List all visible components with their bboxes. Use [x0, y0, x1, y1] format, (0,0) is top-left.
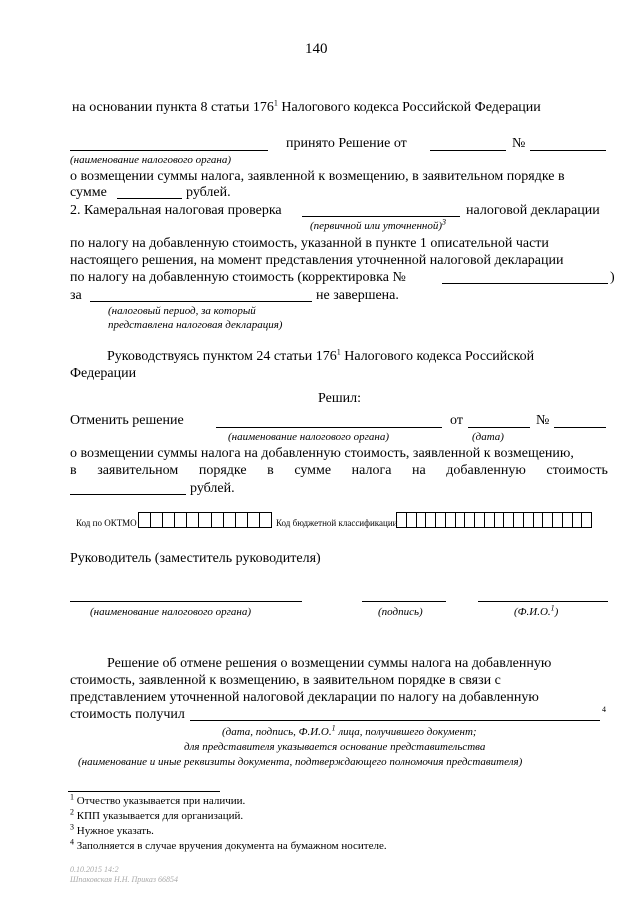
- head-organ-field[interactable]: [70, 601, 302, 602]
- caption-period-1: (налоговый период, за который: [108, 305, 256, 317]
- cancel-sum-field[interactable]: [70, 494, 186, 495]
- caption-rep-1: для представителя указывается основание представительства: [184, 741, 486, 753]
- decided-heading: Решил:: [318, 391, 361, 406]
- vat-line-2: настоящего решения, на момент представления уточненной налоговой декларации: [70, 253, 564, 268]
- decision-number-field[interactable]: [530, 150, 606, 151]
- print-stamp-2: Шпаковская Н.Н. Приказ 66854: [70, 875, 178, 884]
- received-line-2: стоимость, заявленной к возмещению, в заявительном порядке в связи с: [70, 673, 501, 688]
- cancel-rubles-label: рублей.: [190, 481, 235, 496]
- cancel-number-sign: №: [536, 413, 550, 428]
- received-line-4: стоимость получил: [70, 707, 185, 722]
- caption-cancel-organ: (наименование налогового органа): [228, 431, 390, 443]
- kbk-boxes[interactable]: [396, 512, 592, 528]
- caption-rep-2: (наименование и иные реквизиты документа, подтверждающего полномочия представителя): [78, 756, 523, 768]
- not-finished-label: не завершена.: [316, 288, 399, 303]
- footnote-divider: [68, 791, 220, 792]
- item2-start: 2. Камеральная налоговая проверка: [70, 203, 282, 218]
- period-field[interactable]: [90, 301, 312, 302]
- vat-line-3: по налогу на добавленную стоимость (корректировка №: [70, 270, 406, 285]
- caption-receiver: (дата, подпись, Ф.И.О.$^1$ лица, получившего документ;: [222, 723, 477, 738]
- head-signature-field[interactable]: [362, 601, 446, 602]
- caption-signature: (подпись): [378, 606, 423, 618]
- ot-label: от: [450, 413, 463, 428]
- rubles-label: рублей.: [186, 185, 231, 200]
- oktmo-boxes[interactable]: [138, 512, 272, 528]
- received-line-1: Решение об отмене решения о возмещении суммы налога на добавленную: [107, 656, 552, 671]
- decision-accepted-label: принято Решение от: [286, 136, 407, 151]
- refund-line-3: в заявительном порядке в сумме налога на добавленную стоимость: [70, 463, 608, 478]
- caption-date: (дата): [472, 431, 504, 443]
- caption-fio: (Ф.И.О.$^1$): [514, 603, 559, 618]
- cancel-date-field[interactable]: [468, 427, 530, 428]
- correction-number-field[interactable]: [442, 283, 608, 284]
- refund-line-2: о возмещении суммы налога на добавленную стоимость, заявленной к возмещению,: [70, 446, 574, 461]
- basis-line: на основании пункта 8 статьи $176^1$ Налогового кодекса Российской Федерации: [72, 98, 541, 115]
- footnote-4: $^4$ Заполняется в случае вручения документа на бумажном носителе.: [70, 837, 387, 852]
- footnote-3: $^3$ Нужное указать.: [70, 822, 154, 837]
- caption-primary: (первичной или уточненной)$^3$: [310, 217, 447, 232]
- head-label: Руководитель (заместитель руководителя): [70, 551, 321, 566]
- cancel-organ-field[interactable]: [216, 427, 442, 428]
- kbk-label: Код бюджетной классификации: [276, 518, 398, 528]
- vat-line-3-end: ): [610, 270, 615, 285]
- decision-date-field[interactable]: [430, 150, 506, 151]
- cancel-number-field[interactable]: [554, 427, 606, 428]
- sum-label: сумме: [70, 185, 107, 200]
- page-number: 140: [305, 41, 328, 57]
- item2-end: налоговой декларации: [466, 203, 600, 218]
- organ-field[interactable]: [70, 150, 268, 151]
- footnote-2: $^2$ КПП указывается для организаций.: [70, 807, 244, 822]
- print-stamp-1: 0.10.2015 14:2: [70, 865, 119, 874]
- declaration-type-field[interactable]: [302, 216, 460, 217]
- guided-line-1: Руководствуясь пунктом 24 статьи $176^1$ Налогового кодекса Российской: [107, 347, 535, 364]
- za-label: за: [70, 288, 82, 303]
- received-line-3: представлением уточненной налоговой декларации по налогу на добавленную: [70, 690, 539, 705]
- number-sign: №: [512, 136, 526, 151]
- caption-head-organ: (наименование налогового органа): [90, 606, 252, 618]
- receiver-field[interactable]: [190, 720, 600, 721]
- guided-line-2: Федерации: [70, 366, 137, 381]
- oktmo-label: Код по ОКТМО: [76, 518, 137, 528]
- head-fio-field[interactable]: [478, 601, 608, 602]
- vat-line-1: по налогу на добавленную стоимость, указанной в пункте 1 описательной части: [70, 236, 549, 251]
- sum-field[interactable]: [117, 198, 182, 199]
- refund-line-1: о возмещении суммы налога, заявленной к возмещению, в заявительном порядке в: [70, 169, 565, 184]
- footnote-1: $^1$ Отчество указывается при наличии.: [70, 792, 246, 807]
- caption-organ: (наименование налогового органа): [70, 154, 232, 166]
- cancel-decision-label: Отменить решение: [70, 413, 184, 428]
- caption-period-2: представлена налоговая декларация): [108, 319, 283, 331]
- received-sup: 4: [602, 705, 606, 714]
